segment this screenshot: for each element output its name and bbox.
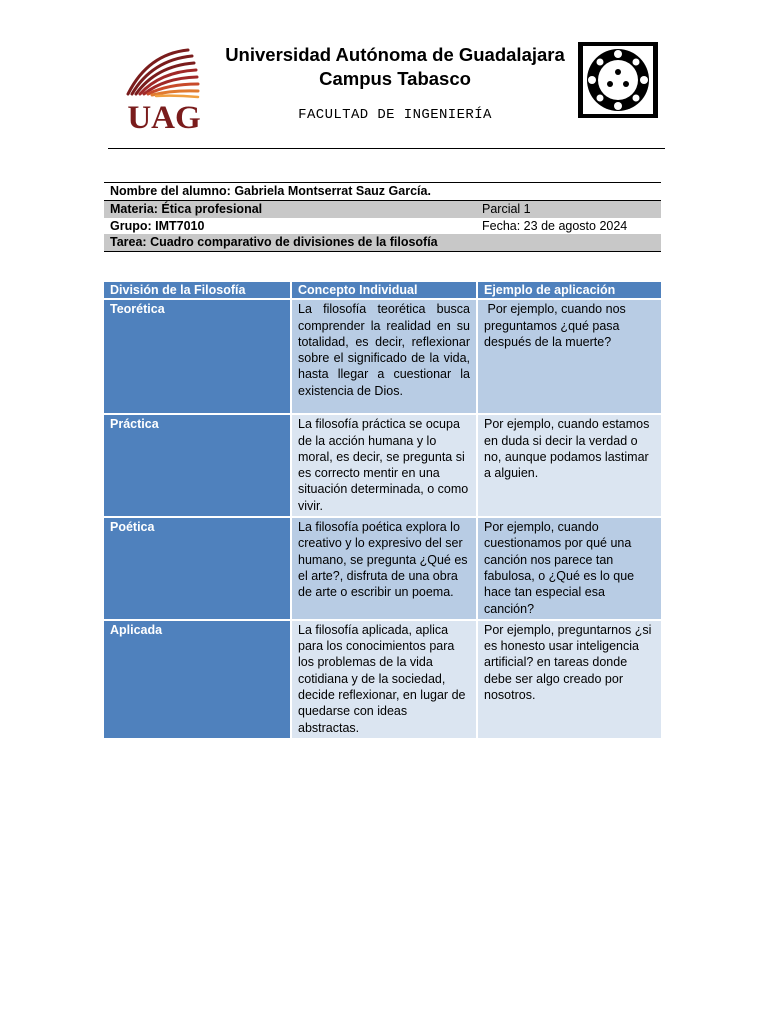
header-division: División de la Filosofía [104, 282, 291, 299]
example-cell: Por ejemplo, cuando nos preguntamos ¿qué pasa después de la muerte? [477, 299, 661, 414]
info-row-student [104, 183, 661, 201]
example-cell: Por ejemplo, cuando estamos en duda si decir la verdad o no, aunque podamos lastimar a alguien. [477, 414, 661, 517]
campus-name: Campus Tabasco [319, 68, 471, 89]
concept-cell: La filosofía práctica se ocupa de la acción humana y lo moral, es decir, se pregunta si es correcto mentir en una situación determinada, o como vivir. [291, 414, 477, 517]
division-cell: Poética [104, 517, 291, 620]
university-name: Universidad Autónoma de Guadalajara [225, 44, 565, 65]
table-row [104, 517, 661, 620]
table-row [104, 414, 661, 517]
comparison-table [104, 282, 661, 738]
uag-logo [118, 44, 210, 132]
example-cell: Por ejemplo, preguntarnos ¿si es honesto usar inteligencia artificial? en tareas donde debe ser algo creado por nosotros. [477, 620, 661, 738]
concept-cell: La filosofía poética explora lo creativo y lo expresivo del ser humano, se pregunta ¿Qué es el arte?, disfruta de una obra de arte o escribir un poema. [291, 517, 477, 620]
subject-name: Materia: Ética profesional [110, 201, 263, 216]
table-header-row [104, 282, 661, 299]
task-title: Tarea: Cuadro comparativo de divisiones de la filosofía [110, 235, 438, 250]
info-row-task [104, 234, 661, 251]
example-cell: Por ejemplo, cuando cuestionamos por qué una canción nos parece tan fabulosa, o ¿Qué es lo que hace tan especial esa canción? [477, 517, 661, 620]
partial-label: Parcial 1 [482, 201, 531, 216]
division-cell: Aplicada [104, 620, 291, 738]
table-row [104, 620, 661, 738]
header-divider [108, 148, 665, 149]
concept-cell: La filosofía teorética busca comprender la realidad en su totalidad, es decir, reflexionar sobre el significado de la vida, hasta llegar a cuestionar la existencia de Dios. [291, 299, 477, 414]
university-seal-icon [578, 42, 658, 118]
division-cell: Práctica [104, 414, 291, 517]
group-name: Grupo: IMT7010 [110, 218, 205, 233]
header-concept: Concepto Individual [291, 282, 477, 299]
student-info-table [104, 182, 661, 252]
table-row [104, 299, 661, 414]
concept-cell: La filosofía aplicada, aplica para los conocimientos para los problemas de la vida cotidiana y de la sociedad, decide reflexionar, en lugar de quedarse con ideas abstractas. [291, 620, 477, 738]
info-row-subject [104, 201, 661, 218]
header-example: Ejemplo de aplicación [477, 282, 661, 299]
student-name: Nombre del alumno: Gabriela Montserrat Sauz García. [110, 184, 431, 198]
uag-logo-text: UAG [127, 100, 201, 132]
division-cell: Teorética [104, 299, 291, 414]
date-label: Fecha: 23 de agosto 2024 [482, 218, 628, 233]
faculty-name: FACULTAD DE INGENIERÍA [298, 107, 492, 123]
info-row-group [104, 218, 661, 235]
